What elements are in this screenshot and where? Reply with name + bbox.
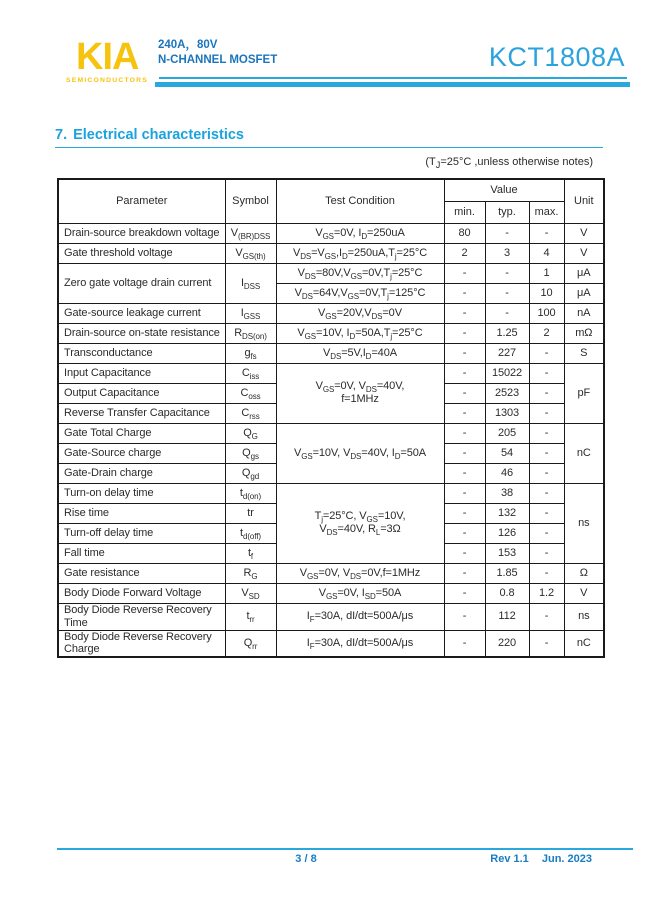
kia-logo-subtext: SEMICONDUCTORS xyxy=(66,77,149,84)
table-cell: - xyxy=(444,423,485,443)
parameter-cell: Transconductance xyxy=(58,343,225,363)
section-title xyxy=(55,127,603,148)
table-cell: 100 xyxy=(529,303,564,323)
table-cell: 10 xyxy=(529,283,564,303)
table-cell: $V_{DS}=80V,V_{GS}=0V,T_j=25^\circ C$ xyxy=(276,263,444,283)
kia-logo: KIA xyxy=(76,36,139,78)
table-cell: - xyxy=(444,323,485,343)
table-cell: V xyxy=(564,223,604,243)
parameter-cell: Body Diode Forward Voltage xyxy=(58,583,225,603)
table-cell: $C_{iss}$ xyxy=(225,363,276,383)
parameter-cell: Input Capacitance xyxy=(58,363,225,383)
table-cell: - xyxy=(529,543,564,563)
parameter-cell: Turn-on delay time xyxy=(58,483,225,503)
table-cell: $V_{GS(th)}$ xyxy=(225,243,276,263)
table-cell: $V_{GS}=0V$, $V_{DS}=0V,f=1MHz$ xyxy=(276,563,444,583)
part-number: KCT1808A xyxy=(488,42,625,72)
header-value: Value xyxy=(444,179,564,201)
table-cell: 2 xyxy=(529,323,564,343)
electrical-characteristics-table xyxy=(57,178,605,658)
table-row xyxy=(58,263,604,283)
parameter-cell: Output Capacitance xyxy=(58,383,225,403)
table-cell: - xyxy=(529,423,564,443)
table-cell: nC xyxy=(564,630,604,657)
parameter-cell: Drain-source breakdown voltage xyxy=(58,223,225,243)
table-cell: - xyxy=(444,483,485,503)
condition-note: ($T_J=25^\circ C$ ,unless otherwise notes) xyxy=(425,156,593,171)
header-min: min. xyxy=(444,201,485,223)
table-cell: - xyxy=(444,583,485,603)
table-cell: $V_{DS}=64V,V_{GS}=0V,T_j=125^\circ C$ xyxy=(276,283,444,303)
table-row xyxy=(58,343,604,363)
table-row xyxy=(58,363,604,383)
table-cell: 153 xyxy=(485,543,529,563)
table-cell: $V_{(BR)DSS}$ xyxy=(225,223,276,243)
parameter-cell: Drain-source on-state resistance xyxy=(58,323,225,343)
table-cell: - xyxy=(444,443,485,463)
table-row xyxy=(58,583,604,603)
table-cell: $V_{GS}=20V,V_{DS}=0V$ xyxy=(276,303,444,323)
parameter-cell: Reverse Transfer Capacitance xyxy=(58,403,225,423)
header-rule-thick xyxy=(155,82,630,87)
table-cell: 80 xyxy=(444,223,485,243)
table-cell: 1303 xyxy=(485,403,529,423)
table-cell: $R_{DS(on)}$ xyxy=(225,323,276,343)
table-cell: - xyxy=(529,363,564,383)
table-row xyxy=(58,323,604,343)
table-cell: $I_{DSS}$ xyxy=(225,263,276,303)
table-cell: 2 xyxy=(444,243,485,263)
table-cell: - xyxy=(529,563,564,583)
table-cell: V xyxy=(564,583,604,603)
revision-info xyxy=(490,853,592,865)
table-cell: $R_G$ xyxy=(225,563,276,583)
table-cell: nA xyxy=(564,303,604,323)
table-row xyxy=(58,483,604,503)
table-cell: ns xyxy=(564,483,604,563)
table-cell: - xyxy=(529,483,564,503)
parameter-cell: Fall time xyxy=(58,543,225,563)
table-cell: - xyxy=(444,263,485,283)
table-cell: $I_F=30A$, dI/dt=500A/μs xyxy=(276,603,444,630)
table-cell: - xyxy=(485,263,529,283)
header-max: max. xyxy=(529,201,564,223)
table-cell: - xyxy=(444,543,485,563)
table-cell: - xyxy=(529,463,564,483)
table-cell: - xyxy=(444,383,485,403)
table-cell: μA xyxy=(564,263,604,283)
table-cell: $Q_G$ xyxy=(225,423,276,443)
section-title-text: Electrical characteristics xyxy=(73,127,244,143)
table-cell: $t_{rr}$ xyxy=(225,603,276,630)
table-cell: - xyxy=(529,403,564,423)
parameter-cell: Gate-source leakage current xyxy=(58,303,225,323)
table-cell: - xyxy=(444,523,485,543)
table-cell: nC xyxy=(564,423,604,483)
parameter-cell: Rise time xyxy=(58,503,225,523)
table-cell: $V_{SD}$ xyxy=(225,583,276,603)
table-cell: $C_{rss}$ xyxy=(225,403,276,423)
table-cell: $V_{DS}=5V,I_D=40A$ xyxy=(276,343,444,363)
table-cell: 46 xyxy=(485,463,529,483)
table-cell: Ω xyxy=(564,563,604,583)
table-cell: $V_{GS}=0V$, $V_{DS}=40V$, f=1MHz xyxy=(276,363,444,423)
table-row xyxy=(58,223,604,243)
parameter-cell: Gate-Drain charge xyxy=(58,463,225,483)
table-cell: μA xyxy=(564,283,604,303)
table-cell: 3 xyxy=(485,243,529,263)
parameter-cell: Gate threshold voltage xyxy=(58,243,225,263)
table-row xyxy=(58,603,604,630)
table-cell: pF xyxy=(564,363,604,423)
table-cell: - xyxy=(444,503,485,523)
table-cell: - xyxy=(444,603,485,630)
table-cell: - xyxy=(485,223,529,243)
table-cell: $t_{d(off)}$ xyxy=(225,523,276,543)
table-cell: $Q_{gs}$ xyxy=(225,443,276,463)
table-cell: 132 xyxy=(485,503,529,523)
table-row xyxy=(58,630,604,657)
table-cell: 1.2 xyxy=(529,583,564,603)
parameter-cell: Zero gate voltage drain current xyxy=(58,263,225,303)
table-cell: - xyxy=(529,503,564,523)
table-cell: $t_f$ xyxy=(225,543,276,563)
revision-label: Rev 1.1 xyxy=(490,853,529,865)
table-cell: 4 xyxy=(529,243,564,263)
table-cell: $V_{DS}=V_{GS},I_D=250uA,T_j=25^\circ C$ xyxy=(276,243,444,263)
table-cell: $V_{GS}=10V$, $V_{DS}=40V$, $I_D=50A$ xyxy=(276,423,444,483)
header-test-condition: Test Condition xyxy=(276,179,444,223)
parameter-cell: Gate resistance xyxy=(58,563,225,583)
table-cell: - xyxy=(444,343,485,363)
table-cell: $V_{GS}=0V$, $I_{SD}=50A$ xyxy=(276,583,444,603)
table-cell: 1 xyxy=(529,263,564,283)
parameter-cell: Body Diode Reverse Recovery Charge xyxy=(58,630,225,657)
table-cell: - xyxy=(529,523,564,543)
table-cell: 54 xyxy=(485,443,529,463)
footer-rule xyxy=(57,848,633,850)
table-row xyxy=(58,423,604,443)
table-cell: $Q_{gd}$ xyxy=(225,463,276,483)
table-cell: $I_F=30A$, dI/dt=500A/μs xyxy=(276,630,444,657)
table-row xyxy=(58,303,604,323)
device-rating-line1: 240A，80V xyxy=(158,39,218,51)
table-cell: - xyxy=(529,443,564,463)
table-cell: mΩ xyxy=(564,323,604,343)
table-cell: S xyxy=(564,343,604,363)
table-cell: 220 xyxy=(485,630,529,657)
table-row xyxy=(58,563,604,583)
table-cell: - xyxy=(529,223,564,243)
parameter-cell: Gate Total Charge xyxy=(58,423,225,443)
table-cell: tr xyxy=(225,503,276,523)
table-cell: 1.85 xyxy=(485,563,529,583)
table-cell: $g_{fs}$ xyxy=(225,343,276,363)
table-cell: ns xyxy=(564,603,604,630)
header-parameter: Parameter xyxy=(58,179,225,223)
table-cell: 2523 xyxy=(485,383,529,403)
table-cell: V xyxy=(564,243,604,263)
table-cell: - xyxy=(444,363,485,383)
table-cell: - xyxy=(444,403,485,423)
parameter-cell: Body Diode Reverse Recovery Time xyxy=(58,603,225,630)
table-cell: 0.8 xyxy=(485,583,529,603)
table-cell: - xyxy=(485,283,529,303)
header-symbol: Symbol xyxy=(225,179,276,223)
table-cell: 38 xyxy=(485,483,529,503)
revision-date: Jun. 2023 xyxy=(541,853,592,865)
header-unit: Unit xyxy=(564,179,604,223)
table-cell: 112 xyxy=(485,603,529,630)
table-cell: $Q_{rr}$ xyxy=(225,630,276,657)
table-cell: - xyxy=(444,303,485,323)
table-cell: - xyxy=(444,283,485,303)
table-cell: 227 xyxy=(485,343,529,363)
table-body xyxy=(58,223,604,657)
section-number: 7. xyxy=(55,127,68,143)
table-cell: $t_{d(on)}$ xyxy=(225,483,276,503)
table-cell: - xyxy=(444,630,485,657)
table-cell: $C_{oss}$ xyxy=(225,383,276,403)
table-header xyxy=(58,179,604,223)
table-cell: 1.25 xyxy=(485,323,529,343)
table-header-row xyxy=(58,179,604,201)
table-cell: - xyxy=(444,563,485,583)
table-cell: 126 xyxy=(485,523,529,543)
table-cell: $I_{GSS}$ xyxy=(225,303,276,323)
table-cell: - xyxy=(444,463,485,483)
table-cell: - xyxy=(529,383,564,403)
page-indicator: 3 / 8 xyxy=(295,853,317,865)
table-cell: $T_j=25^\circ C$, $V_{GS}=10V$, $V_{DS}=40V$, $R_L=3\Omega$ xyxy=(276,483,444,563)
header-rule-thin xyxy=(159,77,627,79)
table-cell: - xyxy=(485,303,529,323)
parameter-cell: Gate-Source charge xyxy=(58,443,225,463)
table-cell: - xyxy=(529,630,564,657)
device-rating-line2: N-CHANNEL MOSFET xyxy=(158,54,278,66)
table-cell: $V_{GS}=10V$, $I_D=50A,T_j=25^\circ C$ xyxy=(276,323,444,343)
table-cell: 15022 xyxy=(485,363,529,383)
device-rating xyxy=(158,38,277,68)
header-typ: typ. xyxy=(485,201,529,223)
table-cell: - xyxy=(529,603,564,630)
table-cell: 205 xyxy=(485,423,529,443)
table-cell: - xyxy=(529,343,564,363)
parameter-cell: Turn-off delay time xyxy=(58,523,225,543)
table-row xyxy=(58,243,604,263)
table-cell: $V_{GS}=0V$, $I_D=250uA$ xyxy=(276,223,444,243)
